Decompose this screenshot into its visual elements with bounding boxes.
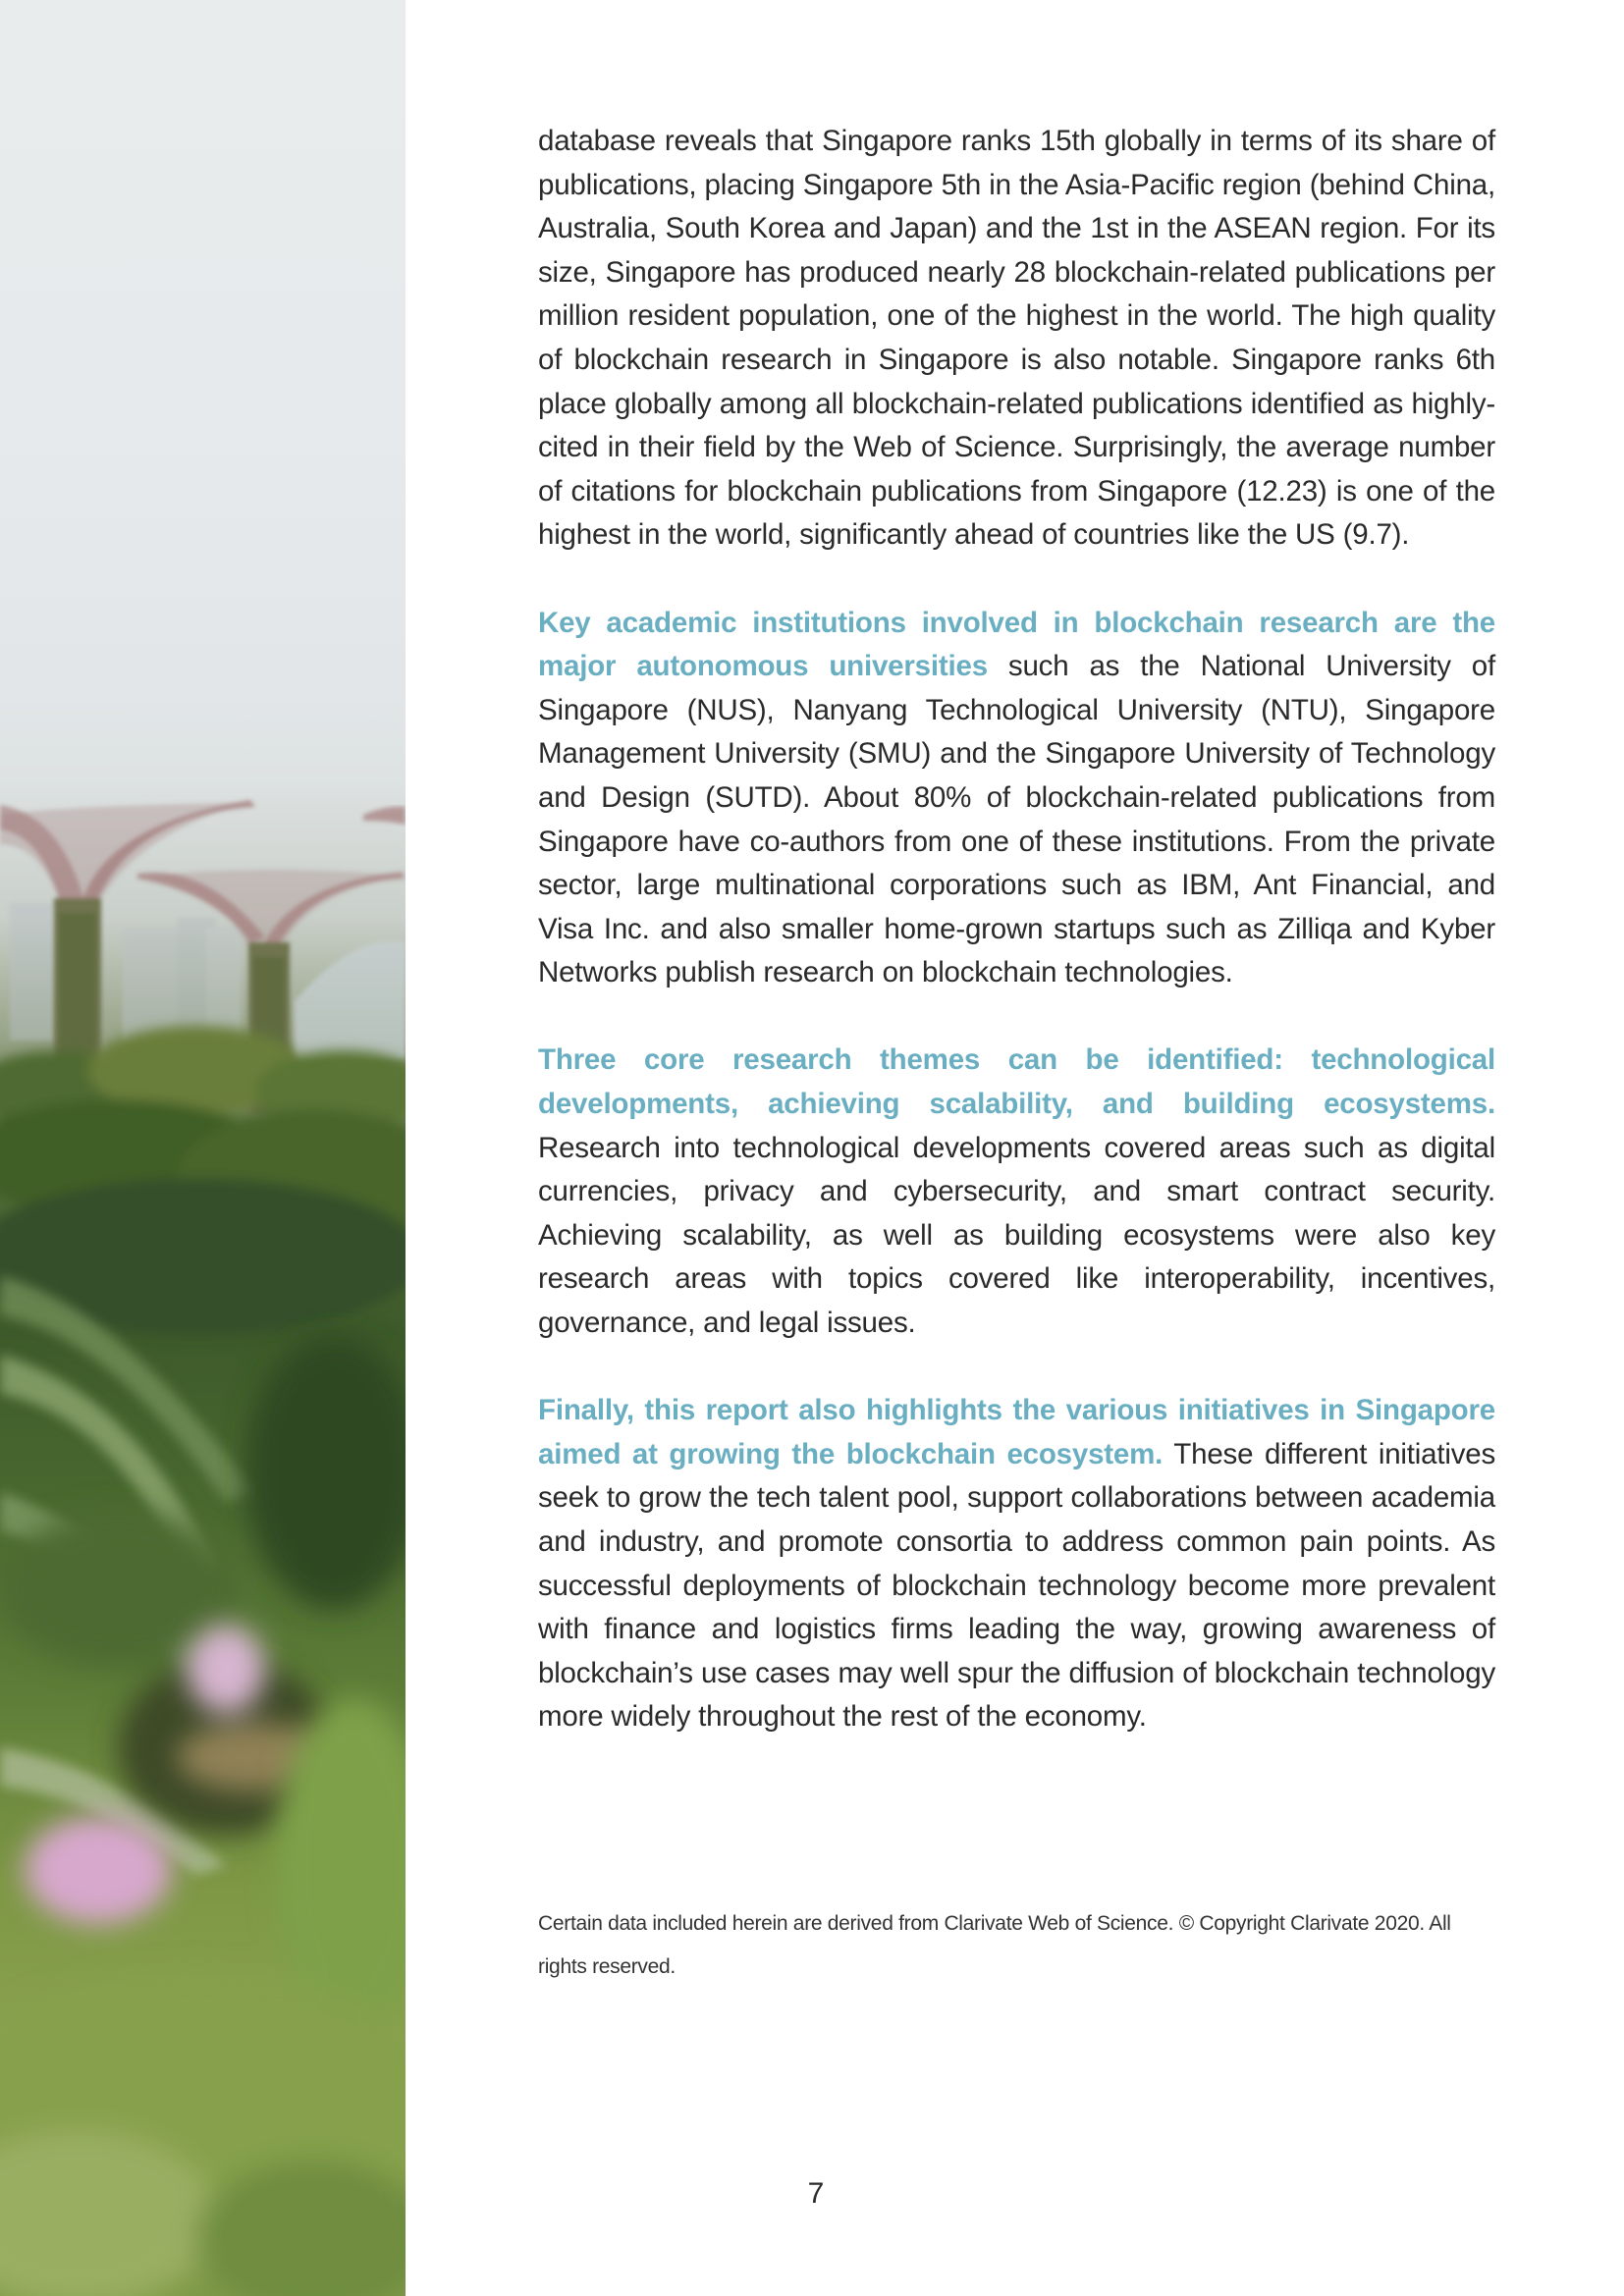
paragraph-body: database reveals that Singapore ranks 15th globally in terms of its share of publications, placing Singapore 5th in the Asia-Pacific region (behind China, Australia, South Korea and Japan) and the 1st in the ASEAN region. For its size, Singapore has produced nearly 28 blockchain-related publications per million resident population, one of the highest in the world. The high quality of blockchain research in Singapore is also notable. Singapore ranks 6th place globally among all blockchain-related publications identified as highly-cited in their field by the Web of Science. Surprisingly, the average number of citations for blockchain publications from Singapore (12.23) is one of the highest in the world, significantly ahead of countries like the US (9.7). <box>538 125 1495 552</box>
paragraph-body: These different initiatives seek to grow the tech talent pool, support collaborations between academia and industry, and promote consortia to address common pain points. As successful deployments of blockchain technology become more prevalent with finance and logistics firms leading the way, growing awareness of blockchain’s use cases may well spur the diffusion of blockchain technology more widely throughout the rest of the economy. <box>538 1437 1496 1734</box>
paragraph-research-themes <box>538 1039 1495 1345</box>
paragraph-initiatives <box>538 1389 1495 1739</box>
page-number: 7 <box>807 2177 825 2210</box>
paragraph-highlight: Key academic institutions involved in blockchain research are the major autonomous universities <box>538 606 1495 683</box>
paragraph-academic-institutions <box>538 602 1495 995</box>
copyright-footnote: Certain data included herein are derived from Clarivate Web of Science. © Copyright Clarivate 2020. All rights reserved. <box>538 1912 1451 1978</box>
decorative-photo-supertrees <box>0 0 406 2296</box>
paragraph-highlight: Three core research themes can be identified: technological developments, achieving scalability, and building ecosystems. <box>538 1043 1495 1121</box>
main-text-column <box>538 120 1495 1784</box>
paragraph-highlight: Finally, this report also highlights the various initiatives in Singapore aimed at growing the blockchain ecosystem. <box>538 1394 1495 1470</box>
paragraph-body: Research into technological developments covered areas such as digital currencies, privacy and cybersecurity, and smart contract security. Achieving scalability, as well as building ecosystems were also key research areas with topics covered like interoperability, incentives, governance, and legal issues. <box>538 1131 1495 1340</box>
paragraph-body: such as the National University of Singapore (NUS), Nanyang Technological University (NTU), Singapore Management University (SMU) and the Singapore University of Technology and Design (SUTD). About 80% of blockchain-related publications from Singapore have co-authors from one of these institutions. From the private sector, large multinational corporations such as IBM, Ant Financial, and Visa Inc. and also smaller home-grown startups such as Zilliqa and Kyber Networks publish research on blockchain technologies. <box>538 650 1495 989</box>
photo-illustration <box>0 0 406 2296</box>
paragraph-publication-rankings <box>538 120 1495 558</box>
